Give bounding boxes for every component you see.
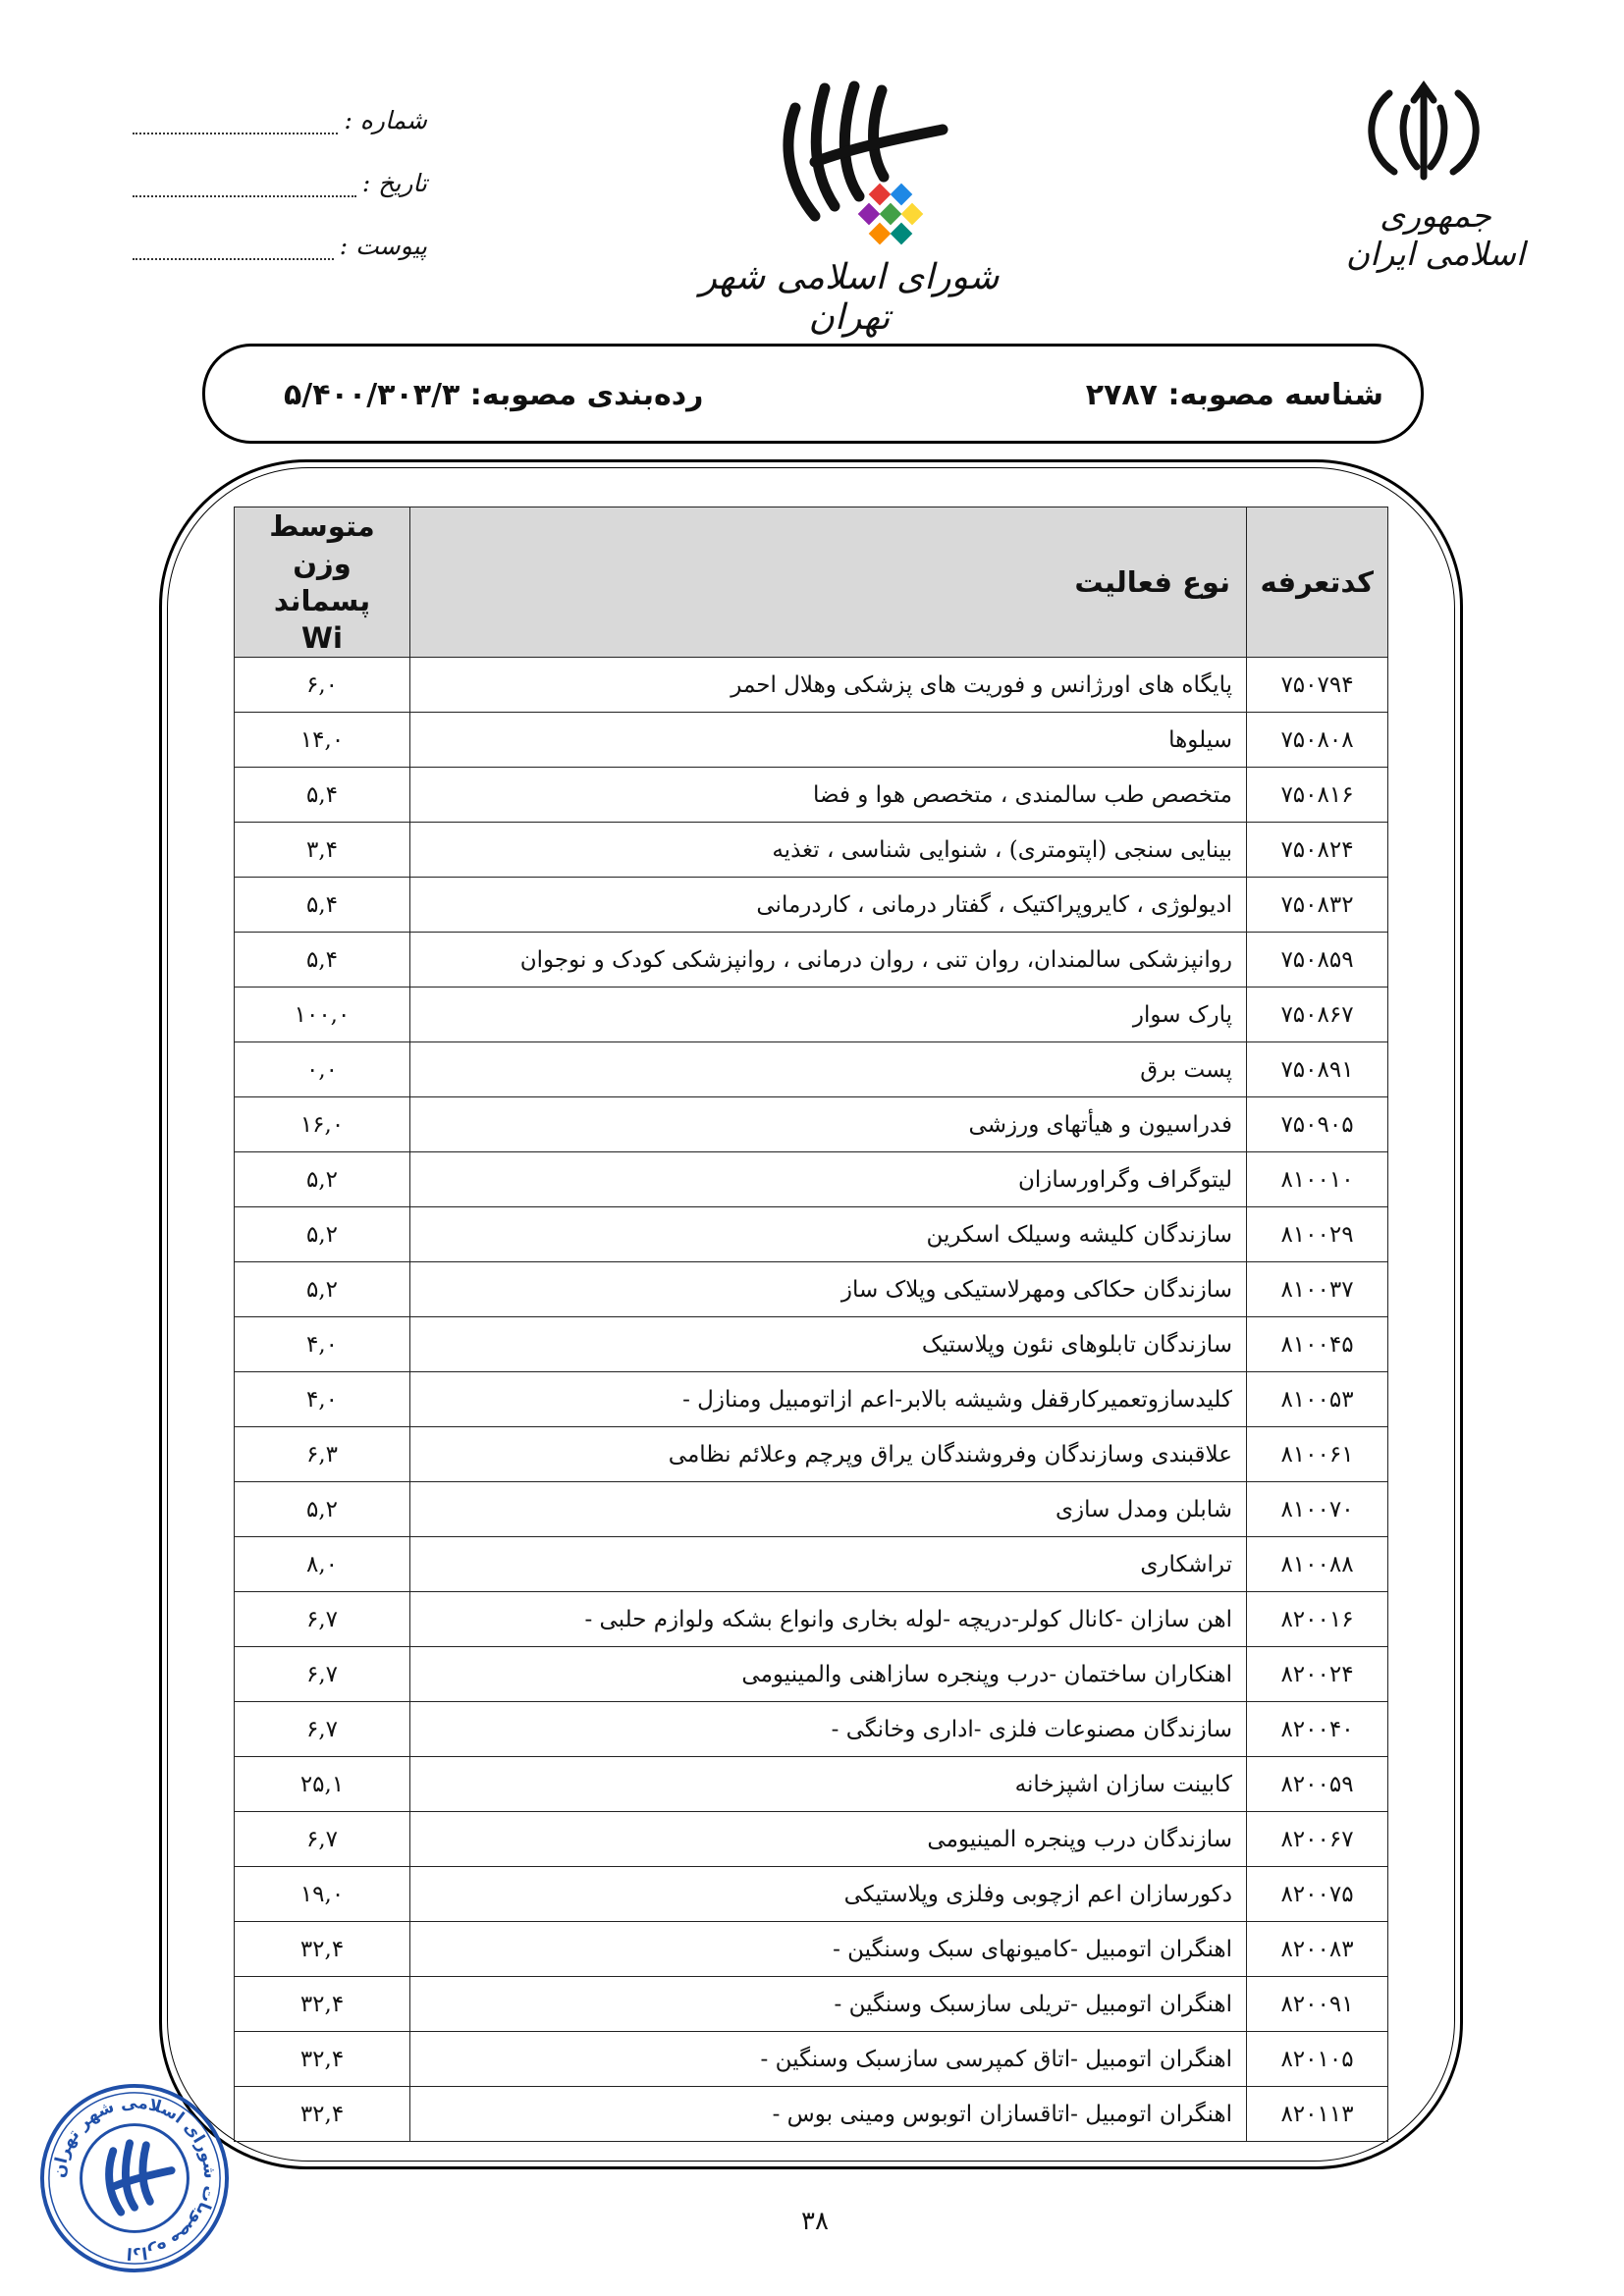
ref-attachment-label: پیوست :: [339, 232, 427, 260]
table-row: [235, 878, 1388, 933]
table-row: [235, 988, 1388, 1042]
cell-code: ۸۱۰۰۵۳: [1247, 1372, 1388, 1427]
table-row: [235, 1482, 1388, 1537]
cell-weight: ۵,۲: [235, 1482, 410, 1537]
cell-weight: ۲۵,۱: [235, 1757, 410, 1812]
cell-code: ۷۵۰۸۲۴: [1247, 823, 1388, 878]
table-row: [235, 1757, 1388, 1812]
iran-emblem-icon: [1350, 79, 1497, 187]
table-row: [235, 2032, 1388, 2087]
cell-activity: علاقبندی وسازندگان وفروشندگان یراق وپرچم وعلائم نظامی: [410, 1427, 1247, 1482]
cell-activity: اهن سازان -کانال کولر-دریچه -لوله بخاری وانواع بشکه ولوازم حلبی -: [410, 1592, 1247, 1647]
cell-code: ۸۲۰۰۶۷: [1247, 1812, 1388, 1867]
table-row: [235, 1647, 1388, 1702]
cell-code: ۸۲۰۰۷۵: [1247, 1867, 1388, 1922]
cell-code: ۸۲۰۱۱۳: [1247, 2087, 1388, 2142]
cell-activity: دکورسازان اعم ازچوبی وفلزی وپلاستیکی: [410, 1867, 1247, 1922]
cell-activity: پست برق: [410, 1042, 1247, 1097]
cell-code: ۷۵۰۸۵۹: [1247, 933, 1388, 988]
cell-activity: کابینت سازان اشپزخانه: [410, 1757, 1247, 1812]
cell-activity: فدراسیون و هیأتهای ورزشی: [410, 1097, 1247, 1152]
cell-code: ۸۱۰۰۷۰: [1247, 1482, 1388, 1537]
table-row: [235, 1977, 1388, 2032]
cell-activity: سیلوها: [410, 713, 1247, 768]
cell-code: ۸۱۰۰۶۱: [1247, 1427, 1388, 1482]
cell-activity: روانپزشکی سالمندان، روان تنی ، روان درمانی ، روانپزشکی کودک و نوجوان: [410, 933, 1247, 988]
cell-weight: ۴,۰: [235, 1317, 410, 1372]
col-header-weight-line1: متوسط وزن: [269, 509, 375, 580]
table-row: [235, 1207, 1388, 1262]
cell-weight: ۳۲,۴: [235, 1922, 410, 1977]
table-header-row: [235, 507, 1388, 658]
table-row: [235, 933, 1388, 988]
ref-date-field: [133, 156, 427, 197]
cell-activity: شابلن ومدل سازی: [410, 1482, 1247, 1537]
cell-code: ۷۵۰۷۹۴: [1247, 658, 1388, 713]
table-row: [235, 1702, 1388, 1757]
ref-attachment-line: [133, 229, 334, 260]
table-row: [235, 1152, 1388, 1207]
cell-activity: اهنگران اتومبیل -تریلی سازسبک وسنگین -: [410, 1977, 1247, 2032]
cell-activity: کلیدسازوتعمیرکارقفل وشیشه بالابر-اعم ازاتومبیل ومنازل -: [410, 1372, 1247, 1427]
cell-code: ۸۲۰۰۱۶: [1247, 1592, 1388, 1647]
cell-activity: تراشکاری: [410, 1537, 1247, 1592]
cell-activity: اهنکاران ساختمان -درب وپنجره سازاهنی والمینیومی: [410, 1647, 1247, 1702]
cell-activity: سازندگان حکاکی ومهرلاستیکی وپلاک ساز: [410, 1262, 1247, 1317]
cell-code: ۸۱۰۰۲۹: [1247, 1207, 1388, 1262]
cell-weight: ۶,۷: [235, 1702, 410, 1757]
cell-code: ۷۵۰۸۳۲: [1247, 878, 1388, 933]
cell-activity: لیتوگراف وگراورسازان: [410, 1152, 1247, 1207]
cell-weight: ۳,۴: [235, 823, 410, 878]
cell-code: ۸۲۰۰۹۱: [1247, 1977, 1388, 2032]
cell-code: ۷۵۰۸۱۶: [1247, 768, 1388, 823]
cell-weight: ۱۴,۰: [235, 713, 410, 768]
ref-date-line: [133, 166, 356, 197]
table-row: [235, 1812, 1388, 1867]
table-row: [235, 1922, 1388, 1977]
cell-weight: ۱۰۰,۰: [235, 988, 410, 1042]
tehran-council-logo-icon: [756, 69, 952, 265]
cell-weight: ۶,۷: [235, 1647, 410, 1702]
cell-activity: ادیولوژی ، کایروپراکتیک ، گفتار درمانی ، کاردرمانی: [410, 878, 1247, 933]
cell-code: ۸۲۰۰۸۳: [1247, 1922, 1388, 1977]
col-header-code: کدتعرفه: [1247, 507, 1388, 658]
cell-weight: ۵,۴: [235, 768, 410, 823]
cell-code: ۸۲۰۰۵۹: [1247, 1757, 1388, 1812]
ref-number-label: شماره :: [344, 106, 427, 134]
table-row: [235, 1372, 1388, 1427]
cell-code: ۷۵۰۹۰۵: [1247, 1097, 1388, 1152]
table-row: [235, 1537, 1388, 1592]
council-label: شورای اسلامی شهر تهران: [699, 257, 1000, 338]
cell-code: ۷۵۰۸۰۸: [1247, 713, 1388, 768]
cell-activity: بینایی سنجی (اپتومتری) ، شنوایی شناسی ، تغذیه: [410, 823, 1247, 878]
cell-weight: ۰,۰: [235, 1042, 410, 1097]
cell-weight: ۵,۲: [235, 1207, 410, 1262]
tariff-table: [234, 507, 1388, 2142]
cell-weight: ۶,۳: [235, 1427, 410, 1482]
table-row: [235, 823, 1388, 878]
cell-weight: ۵,۲: [235, 1152, 410, 1207]
table-row: [235, 1592, 1388, 1647]
council-approval-stamp: [37, 2081, 232, 2275]
country-label: جمهوری اسلامی ایران: [1345, 196, 1526, 273]
cell-weight: ۱۹,۰: [235, 1867, 410, 1922]
ref-number-field: [133, 93, 427, 134]
ref-date-label: تاریخ :: [361, 169, 427, 197]
cell-weight: ۶,۷: [235, 1812, 410, 1867]
resolution-classification: رده‌بندی مصوبه: ۵/۴۰۰/۳۰۳/۳: [284, 378, 704, 412]
cell-code: ۸۱۰۰۱۰: [1247, 1152, 1388, 1207]
col-header-activity: نوع فعالیت: [410, 507, 1247, 658]
cell-code: ۸۲۰۰۲۴: [1247, 1647, 1388, 1702]
cell-code: ۷۵۰۸۶۷: [1247, 988, 1388, 1042]
stamp-text: اداره مصوبات شورای اسلامی شهر تهران: [48, 2092, 221, 2265]
ref-number-line: [133, 103, 338, 134]
cell-code: ۷۵۰۸۹۱: [1247, 1042, 1388, 1097]
cell-weight: ۳۲,۴: [235, 2087, 410, 2142]
cell-code: ۸۱۰۰۴۵: [1247, 1317, 1388, 1372]
cell-weight: ۸,۰: [235, 1537, 410, 1592]
cell-code: ۸۲۰۰۴۰: [1247, 1702, 1388, 1757]
col-header-weight-line2: پسماند Wi: [273, 584, 371, 655]
cell-activity: سازندگان کلیشه وسیلک اسکرین: [410, 1207, 1247, 1262]
table-row: [235, 1427, 1388, 1482]
cell-activity: اهنگران اتومبیل -اتاق کمپرسی سازسبک وسنگین -: [410, 2032, 1247, 2087]
cell-activity: متخصص طب سالمندی ، متخصص هوا و فضا: [410, 768, 1247, 823]
table-body: [235, 658, 1388, 2142]
cell-code: ۸۱۰۰۸۸: [1247, 1537, 1388, 1592]
resolution-id: شناسه مصوبه: ۲۷۸۷: [1085, 378, 1383, 412]
cell-code: ۸۲۰۱۰۵: [1247, 2032, 1388, 2087]
cell-weight: ۳۲,۴: [235, 1977, 410, 2032]
stamp-logo-icon: [109, 2143, 172, 2212]
table-row: [235, 1262, 1388, 1317]
table-row: [235, 1097, 1388, 1152]
cell-weight: ۵,۴: [235, 933, 410, 988]
ref-attachment-field: [133, 219, 427, 260]
cell-activity: سازندگان درب وپنجره المینیومی: [410, 1812, 1247, 1867]
table-row: [235, 1317, 1388, 1372]
col-header-weight: [235, 507, 410, 658]
resolution-id-bar: [202, 344, 1424, 444]
reference-fields: [133, 93, 427, 282]
cell-activity: اهنگران اتومبیل -اتاقسازان اتوبوس ومینی بوس -: [410, 2087, 1247, 2142]
cell-activity: پایگاه های اورژانس و فوریت های پزشکی وهلال احمر: [410, 658, 1247, 713]
cell-weight: ۵,۴: [235, 878, 410, 933]
cell-weight: ۴,۰: [235, 1372, 410, 1427]
table-row: [235, 1867, 1388, 1922]
cell-activity: سازندگان تابلوهای نئون وپلاستیک: [410, 1317, 1247, 1372]
table-row: [235, 713, 1388, 768]
table-row: [235, 658, 1388, 713]
cell-weight: ۵,۲: [235, 1262, 410, 1317]
table-row: [235, 1042, 1388, 1097]
page-number: ۳۸: [801, 2207, 829, 2236]
cell-activity: پارک سوار: [410, 988, 1247, 1042]
cell-weight: ۱۶,۰: [235, 1097, 410, 1152]
cell-activity: سازندگان مصنوعات فلزی -اداری وخانگی -: [410, 1702, 1247, 1757]
table-row: [235, 768, 1388, 823]
table-row: [235, 2087, 1388, 2142]
cell-activity: اهنگران اتومبیل -کامیونهای سبک وسنگین -: [410, 1922, 1247, 1977]
cell-weight: ۶,۷: [235, 1592, 410, 1647]
cell-code: ۸۱۰۰۳۷: [1247, 1262, 1388, 1317]
cell-weight: ۶,۰: [235, 658, 410, 713]
cell-weight: ۳۲,۴: [235, 2032, 410, 2087]
